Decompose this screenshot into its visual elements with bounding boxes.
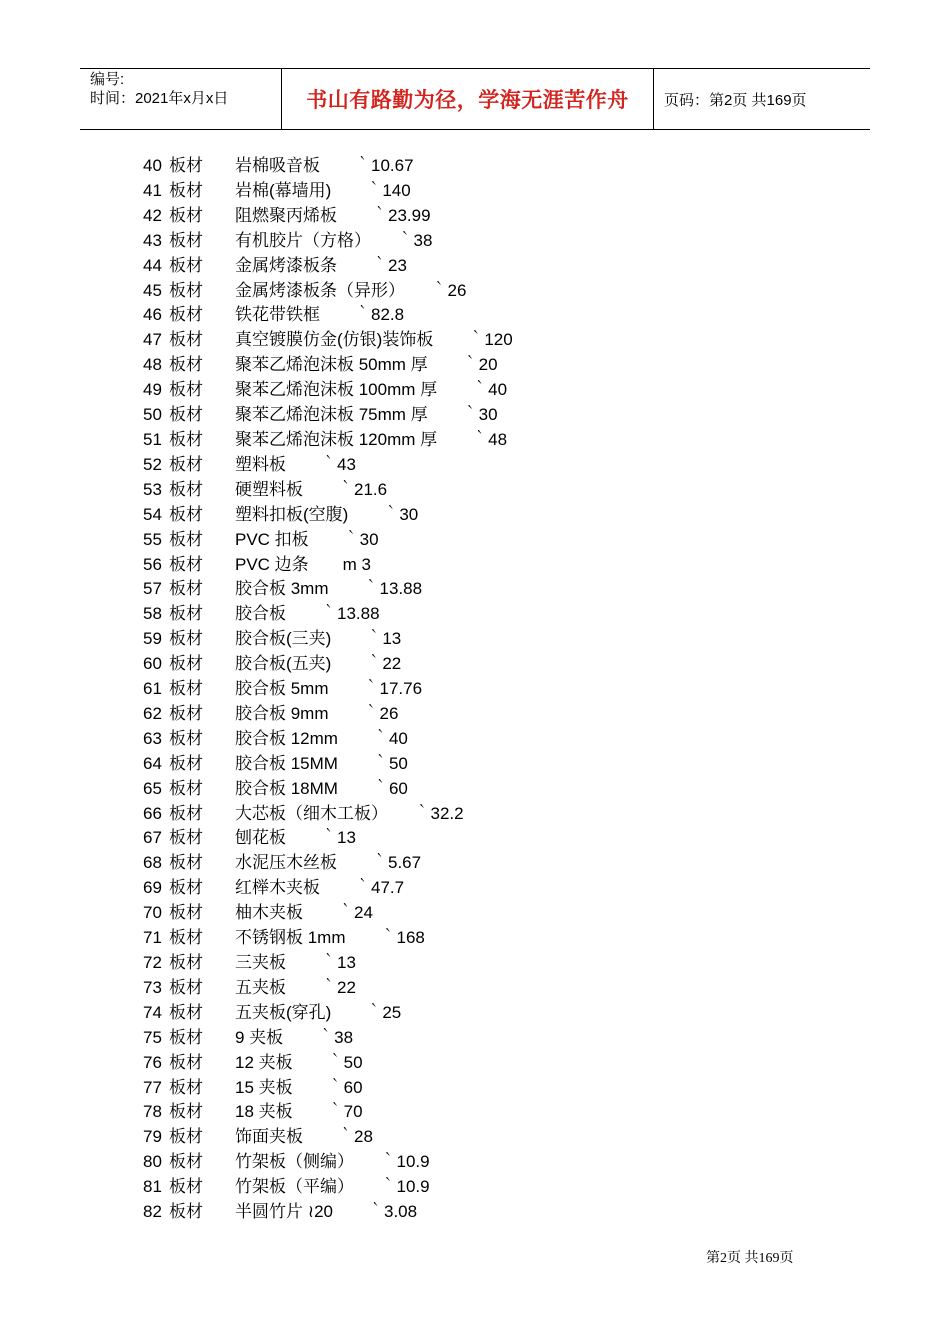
item-category: 板材 bbox=[169, 1052, 203, 1072]
item-description: 铁花带铁框 ｀82.8 bbox=[235, 305, 405, 325]
item-description: 聚苯乙烯泡沫板 120mm 厚 ｀48 bbox=[235, 429, 508, 449]
item-category: 板材 bbox=[169, 1127, 203, 1147]
item-number: 43 bbox=[143, 230, 162, 250]
item-number: 81 bbox=[143, 1177, 162, 1197]
item-number: 52 bbox=[143, 454, 162, 474]
item-description: 饰面夹板 ｀28 bbox=[235, 1127, 373, 1147]
item-category: 板材 bbox=[169, 679, 203, 699]
item-category: 板材 bbox=[169, 479, 203, 499]
item-number: 53 bbox=[143, 479, 162, 499]
item-description: 胶合板 ｀13.88 bbox=[235, 604, 380, 624]
item-description: 五夹板(穿孔) ｀25 bbox=[235, 1002, 402, 1022]
item-number: 76 bbox=[143, 1052, 162, 1072]
item-category: 板材 bbox=[169, 504, 203, 524]
item-number: 57 bbox=[143, 579, 162, 599]
item-category: 板材 bbox=[169, 1202, 203, 1222]
item-number: 65 bbox=[143, 778, 162, 798]
item-number: 42 bbox=[143, 205, 162, 225]
item-description: 15 夹板 ｀60 bbox=[235, 1077, 363, 1097]
item-number: 75 bbox=[143, 1027, 162, 1047]
item-description: 胶合板 18MM ｀60 bbox=[235, 778, 408, 798]
item-category: 板材 bbox=[169, 380, 203, 400]
item-number: 59 bbox=[143, 629, 162, 649]
page-header bbox=[80, 68, 870, 130]
item-description: 金属烤漆板条（异形） ｀26 bbox=[235, 280, 467, 300]
item-number: 74 bbox=[143, 1002, 162, 1022]
item-category: 板材 bbox=[169, 953, 203, 972]
item-description: 柚木夹板 ｀24 bbox=[235, 903, 373, 923]
item-category: 板材 bbox=[169, 205, 203, 225]
item-number: 80 bbox=[143, 1152, 162, 1172]
item-number: 62 bbox=[143, 703, 162, 723]
item-category: 板材 bbox=[169, 1077, 203, 1097]
item-number: 72 bbox=[143, 953, 162, 972]
item-description: PVC 扣板 ｀30 bbox=[235, 529, 379, 549]
item-description: 竹架板（平编） ｀10.9 bbox=[235, 1177, 430, 1197]
item-category: 板材 bbox=[169, 977, 203, 997]
item-category: 板材 bbox=[169, 853, 203, 873]
header-page-number: 页码：第2页 共169页 bbox=[664, 91, 807, 109]
item-description: 金属烤漆板条 ｀23 bbox=[235, 255, 407, 275]
item-category: 板材 bbox=[169, 753, 203, 773]
document-number-label: 编号: bbox=[90, 71, 125, 88]
item-description: 刨花板 ｀13 bbox=[235, 828, 356, 848]
item-category: 板材 bbox=[169, 728, 203, 748]
item-description: 胶合板 15MM ｀50 bbox=[235, 753, 408, 773]
item-description: 9 夹板 ｀38 bbox=[235, 1027, 354, 1047]
item-number: 68 bbox=[143, 853, 162, 873]
item-category: 板材 bbox=[169, 604, 203, 624]
item-category: 板材 bbox=[169, 803, 203, 823]
item-category: 板材 bbox=[169, 903, 203, 923]
item-category: 板材 bbox=[169, 405, 203, 425]
item-description: 胶合板(三夹) ｀13 bbox=[235, 629, 402, 649]
header-meta bbox=[80, 69, 282, 129]
item-number: 82 bbox=[143, 1202, 162, 1222]
item-category: 板材 bbox=[169, 928, 203, 948]
item-category: 板材 bbox=[169, 1102, 203, 1122]
item-description: 岩棉(幕墙用) ｀140 bbox=[235, 180, 411, 200]
item-number: 63 bbox=[143, 728, 162, 748]
item-number: 48 bbox=[143, 355, 162, 375]
item-number: 51 bbox=[143, 429, 162, 449]
item-description: 胶合板(五夹) ｀22 bbox=[235, 654, 402, 674]
item-category: 板材 bbox=[169, 230, 203, 250]
item-number: 64 bbox=[143, 753, 162, 773]
item-category: 板材 bbox=[169, 654, 203, 674]
item-category: 板材 bbox=[169, 529, 203, 549]
item-category: 板材 bbox=[169, 1152, 203, 1172]
footer-page-number: 第2页 共169页 bbox=[706, 1251, 794, 1266]
item-description: 18 夹板 ｀70 bbox=[235, 1102, 363, 1122]
item-description: 硬塑料板 ｀21.6 bbox=[235, 479, 388, 499]
item-description: PVC 边条 m 3 bbox=[235, 554, 372, 574]
item-description: 五夹板 ｀22 bbox=[235, 977, 356, 997]
item-number: 70 bbox=[143, 903, 162, 923]
item-description: 不锈钢板 1mm ｀168 bbox=[235, 928, 425, 948]
item-number: 47 bbox=[143, 330, 162, 350]
item-number: 79 bbox=[143, 1127, 162, 1147]
item-category: 板材 bbox=[169, 280, 203, 300]
item-category: 板材 bbox=[169, 180, 203, 200]
item-category: 板材 bbox=[169, 554, 203, 574]
item-description: 聚苯乙烯泡沫板 50mm 厚 ｀20 bbox=[235, 355, 498, 375]
item-description: 12 夹板 ｀50 bbox=[235, 1052, 363, 1072]
item-number: 71 bbox=[143, 928, 162, 948]
document-time-label: 时间：2021年x月x日 bbox=[90, 90, 229, 107]
item-description: 水泥压木丝板 ｀5.67 bbox=[235, 853, 422, 873]
item-category: 板材 bbox=[169, 629, 203, 649]
item-number: 44 bbox=[143, 255, 162, 275]
item-category: 板材 bbox=[169, 355, 203, 375]
item-category: 板材 bbox=[169, 703, 203, 723]
item-number: 56 bbox=[143, 554, 162, 574]
item-description: 塑料板 ｀43 bbox=[235, 454, 356, 474]
item-category: 板材 bbox=[169, 255, 203, 275]
item-category: 板材 bbox=[169, 1002, 203, 1022]
item-description: 胶合板 5mm ｀17.76 bbox=[235, 679, 423, 699]
item-description: 聚苯乙烯泡沫板 75mm 厚 ｀30 bbox=[235, 405, 498, 425]
item-number: 54 bbox=[143, 504, 162, 524]
item-number: 40 bbox=[143, 156, 162, 175]
item-description: 阻燃聚丙烯板 ｀23.99 bbox=[235, 205, 431, 225]
header-page-info bbox=[654, 69, 870, 129]
item-description: 岩棉吸音板 ｀10.67 bbox=[235, 156, 414, 175]
item-description: 胶合板 12mm ｀40 bbox=[235, 728, 408, 748]
item-number: 69 bbox=[143, 878, 162, 898]
item-category: 板材 bbox=[169, 878, 203, 898]
item-description: 真空镀膜仿金(仿银)装饰板 ｀120 bbox=[235, 330, 513, 350]
item-number: 55 bbox=[143, 529, 162, 549]
item-number: 45 bbox=[143, 280, 162, 300]
item-category: 板材 bbox=[169, 429, 203, 449]
item-category: 板材 bbox=[169, 330, 203, 350]
item-description: 大芯板（细木工板） ｀32.2 bbox=[235, 803, 464, 823]
item-number: 61 bbox=[143, 679, 162, 699]
item-number: 60 bbox=[143, 654, 162, 674]
item-description: 三夹板 ｀13 bbox=[235, 953, 356, 972]
item-category: 板材 bbox=[169, 778, 203, 798]
item-description: 竹架板（侧编） ｀10.9 bbox=[235, 1152, 430, 1172]
item-number: 49 bbox=[143, 380, 162, 400]
header-motto bbox=[282, 69, 654, 129]
item-number: 50 bbox=[143, 405, 162, 425]
item-number: 46 bbox=[143, 305, 162, 325]
item-description: 胶合板 9mm ｀26 bbox=[235, 703, 399, 723]
item-description: 胶合板 3mm ｀13.88 bbox=[235, 579, 423, 599]
item-category: 板材 bbox=[169, 156, 203, 175]
item-number: 58 bbox=[143, 604, 162, 624]
item-number: 78 bbox=[143, 1102, 162, 1122]
item-number: 67 bbox=[143, 828, 162, 848]
item-number: 41 bbox=[143, 180, 162, 200]
item-category: 板材 bbox=[169, 1177, 203, 1197]
item-category: 板材 bbox=[169, 305, 203, 325]
item-category: 板材 bbox=[169, 579, 203, 599]
item-category: 板材 bbox=[169, 1027, 203, 1047]
item-description: 红榉木夹板 ｀47.7 bbox=[235, 878, 405, 898]
item-description: 半圆竹片 ≀20 ｀3.08 bbox=[235, 1202, 418, 1222]
item-category: 板材 bbox=[169, 828, 203, 848]
item-description: 聚苯乙烯泡沫板 100mm 厚 ｀40 bbox=[235, 380, 508, 400]
item-number: 77 bbox=[143, 1077, 162, 1097]
page-footer bbox=[706, 1247, 794, 1267]
motto-text: 书山有路勤为径，学海无涯苦作舟 bbox=[306, 88, 629, 112]
item-description: 有机胶片（方格） ｀38 bbox=[235, 230, 433, 250]
item-category: 板材 bbox=[169, 454, 203, 474]
item-number: 73 bbox=[143, 977, 162, 997]
item-number: 66 bbox=[143, 803, 162, 823]
item-description: 塑料扣板(空腹) ｀30 bbox=[235, 504, 419, 524]
